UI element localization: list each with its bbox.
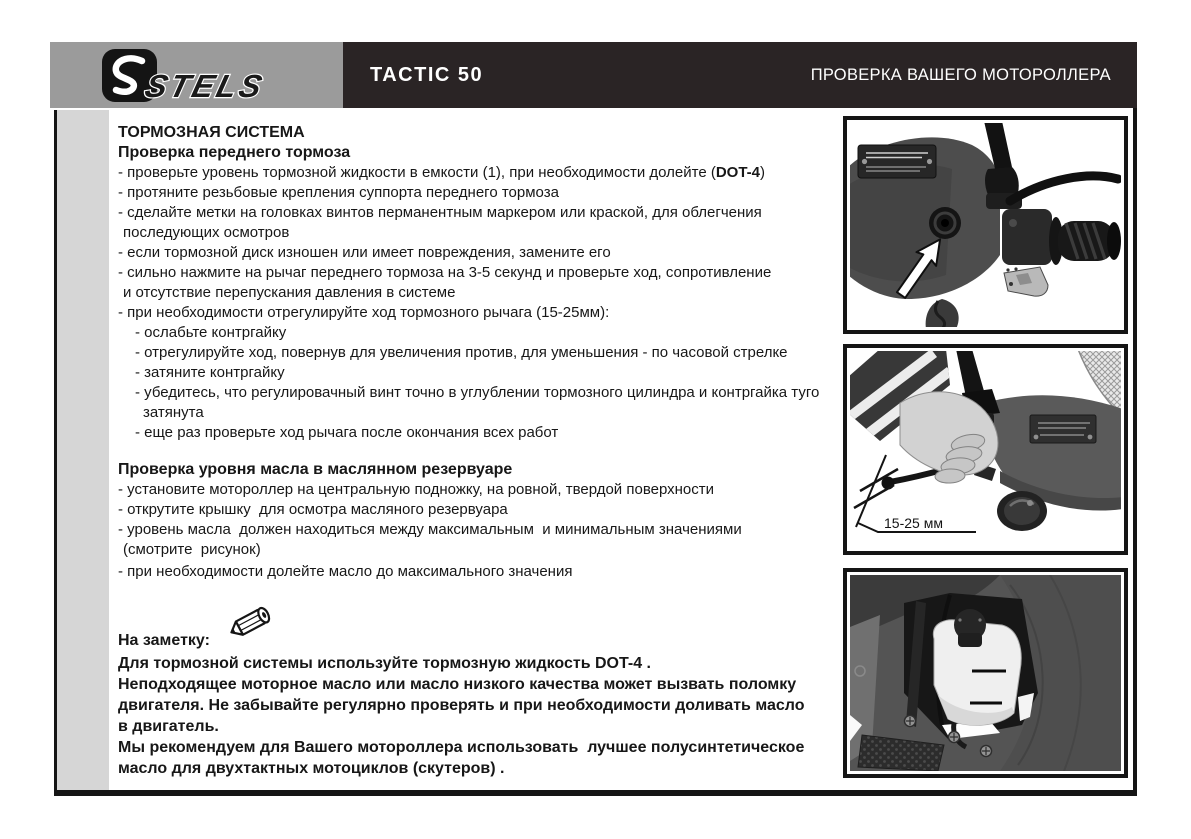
text-line: - уровень масла должен находиться между максимальным и минимальным значениями [118, 521, 742, 538]
note-line: в двигатель. [118, 718, 219, 735]
text-line: - сильно нажмите на рычаг переднего тормоза на 3-5 секунд и проверьте ход, сопротивление [118, 264, 772, 281]
text-line: - протяните резьбовые крепления суппорта переднего тормоза [118, 184, 559, 201]
text-line: (смотрите рисунок) [123, 541, 261, 558]
text-line: затянута [143, 404, 204, 421]
note-label: На заметку: [118, 632, 210, 649]
section-subtitle: Проверка переднего тормоза [118, 144, 351, 161]
text-line: - сделайте метки на головках винтов перманентным маркером или краской, для облегчения [118, 204, 762, 221]
note-line: Мы рекомендуем для Вашего мотороллера использовать лучшее полусинтетическое [118, 739, 805, 756]
body-sticker [1030, 415, 1096, 443]
text-line: - затяните контргайку [135, 364, 285, 381]
brake-system-section [118, 123, 842, 443]
dimension-label: 15-25 мм [884, 515, 943, 531]
text-line: - еще раз проверьте ход рычага после окончания всех работ [135, 424, 559, 441]
stels-wordmark-text: STELS [143, 68, 269, 104]
figure-brake-reservoir-photo [843, 116, 1128, 334]
section-title: ТОРМОЗНАЯ СИСТЕМА [118, 124, 305, 141]
text-line: - убедитесь, что регулировачный винт точно в углублении тормозного цилиндра и контргайка туго [135, 384, 820, 401]
text-line: и отсутствие перепускания давления в системе [123, 284, 456, 301]
text-line: - при необходимости отрегулируйте ход тормозного рычага (15-25мм): [118, 304, 610, 321]
dot4-highlight: DOT-4 [715, 164, 761, 181]
note-line: Для тормозной системы используйте тормозную жидкость DOT-4 . [118, 655, 651, 672]
text-line: - проверьте уровень тормозной жидкости в емкости (1), при необходимости долейте (DOT-4) [118, 164, 766, 181]
section-title: Проверка уровня масла в маслянном резервуаре [118, 461, 513, 478]
bottom-border [54, 790, 1137, 796]
right-border [1133, 108, 1137, 796]
header-title-bar [343, 42, 1137, 108]
chapter-title: ПРОВЕРКА ВАШЕГО МОТОРОЛЛЕРА [810, 65, 1111, 84]
note-line: двигателя. Не забывайте регулярно проверять и при необходимости доливать масло [118, 697, 805, 714]
text-line: - установите мотороллер на центральную подножку, на ровной, твердой поверхности [118, 481, 715, 498]
left-gray-strip [57, 110, 109, 790]
warning-label [858, 145, 936, 178]
reservoir-cap [929, 207, 961, 239]
text-line: - если тормозной диск изношен или имеет повреждения, замените его [118, 244, 611, 261]
turn-signal [997, 491, 1047, 531]
figure-oil-tank-photo [843, 568, 1128, 778]
text-line: - отрегулируйте ход, повернув для увеличения против, для уменьшения - по часовой стрелке [135, 344, 788, 361]
text-line: - открутите крышку для осмотра масляного резервуара [118, 501, 508, 518]
note-line: масло для двухтактных мотоциклов (скутеров) . [118, 760, 505, 777]
note-line: Неподходящее моторное масло или масло низкого качества может вызвать поломку [118, 676, 797, 693]
figure-brake-lever-travel-photo [843, 344, 1128, 555]
note-section [118, 630, 842, 779]
text-line: - при необходимости долейте масло до максимального значения [118, 563, 573, 580]
text-line: последующих осмотров [123, 224, 290, 241]
text-line: - ослабьте контргайку [135, 324, 287, 341]
model-title: TACTIC 50 [370, 63, 484, 86]
oil-level-section [118, 460, 842, 582]
stels-wordmark [143, 66, 348, 111]
